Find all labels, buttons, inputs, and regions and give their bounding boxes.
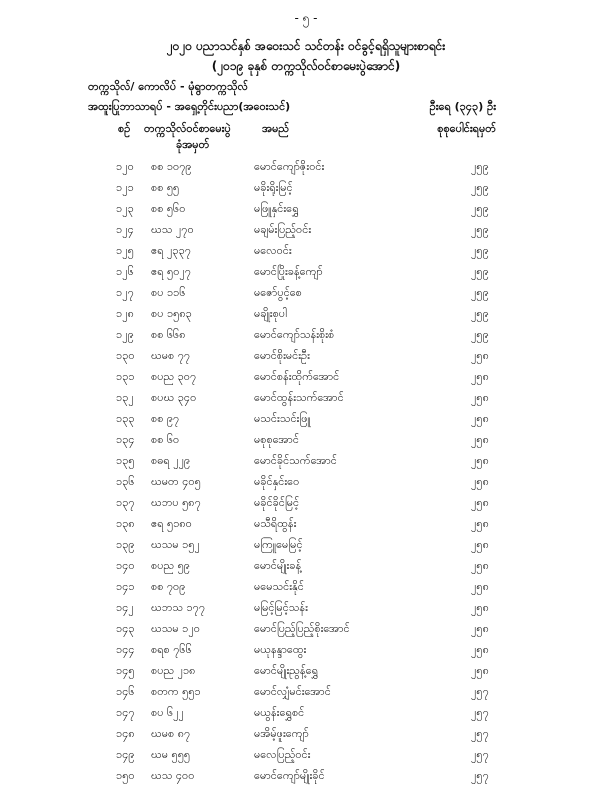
student-name: မချိုးစုပါ	[254, 307, 287, 320]
row-number: ၁၂၀	[116, 160, 134, 173]
table-row	[0, 221, 612, 242]
row-number: ၁၂၆	[116, 265, 134, 278]
student-name: မချမ်းပြည့်ဝင်း	[254, 223, 312, 236]
student-name: မဇော်ပွင့်စေ	[254, 286, 302, 299]
table-row	[0, 158, 612, 179]
table-row	[0, 179, 612, 200]
roll-number: ဧရ ၂၃၃၇	[151, 244, 191, 257]
total-score: ၂၅၈	[471, 433, 489, 446]
table-row	[0, 662, 612, 683]
row-number: ၁၄၀	[116, 559, 135, 572]
row-number: ၁၂၉	[116, 328, 134, 341]
headcount-label: ဦးရေ (၃၄၃) ဦး	[429, 100, 496, 113]
student-name: မောင်ပြည့်ပြည့်စိုးအောင်	[254, 622, 350, 635]
roll-number: စစ ၁၀၇၉	[151, 160, 192, 173]
total-score: ၂၅၉	[471, 181, 489, 194]
total-score: ၂၅၈	[471, 517, 489, 530]
table-row	[0, 347, 612, 368]
table-row	[0, 683, 612, 704]
roll-number: ဃဘပ ၅၈၇	[151, 496, 201, 509]
results-table	[0, 158, 612, 788]
row-number: ၁၄၆	[116, 685, 135, 698]
roll-number: စစ ၆၀	[151, 433, 180, 446]
table-row	[0, 389, 612, 410]
total-score: ၂၅၈	[471, 538, 489, 551]
roll-number: စပည ၃၀၇	[151, 370, 197, 383]
table-row	[0, 746, 612, 767]
student-name: မခိုင်ခိုင်မြင့်	[254, 496, 300, 509]
total-score: ၂၅၉	[471, 265, 489, 278]
row-number: ၁၃၇	[116, 496, 135, 509]
row-number: ၁၂၈	[116, 307, 134, 320]
table-row	[0, 704, 612, 725]
table-row	[0, 767, 612, 788]
roll-number: ဃမစ ၇၇	[151, 349, 191, 362]
student-name: မလေဝင်း	[254, 244, 292, 257]
table-row	[0, 200, 612, 221]
student-name: မယုနန္ဒာထွေး	[254, 643, 307, 656]
total-score: ၂၅၇	[471, 748, 489, 761]
student-name: မောင်ခိုင်သက်အောင်	[254, 454, 337, 467]
roll-number: ဃမစ ၈၇	[151, 727, 191, 740]
table-row	[0, 515, 612, 536]
student-name: မမြင့်မြင့်သန်း	[254, 601, 308, 614]
student-name: မောင်ကျော်သန်းစိုးစံ	[254, 328, 335, 341]
row-number: ၁၃၀	[116, 349, 135, 362]
row-number: ၁၂၃	[116, 202, 134, 215]
roll-number: ဃသမ ၁၅၂	[151, 538, 200, 551]
total-score: ၂၅၈	[471, 454, 489, 467]
student-name: မခိုင်နှင်းဝေ	[254, 475, 300, 488]
total-score: ၂၅၉	[471, 202, 489, 215]
column-header-no: စဉ်	[118, 122, 131, 135]
table-row	[0, 431, 612, 452]
roll-number: ဃသမ ၁၂၀	[151, 622, 200, 635]
student-name: မဖြူနှင်းရွှေ	[254, 202, 299, 215]
student-name: မကြူမေမြင့်	[254, 538, 303, 551]
table-row	[0, 452, 612, 473]
row-number: ၁၂၁	[116, 181, 134, 194]
row-number: ၁၄၂	[116, 601, 134, 614]
table-row	[0, 725, 612, 746]
roll-number: ဃသ ၄၀၀	[151, 769, 195, 782]
student-name: မောင်မျိုးညွန့်ရွှေ	[254, 664, 319, 677]
total-score: ၂၅၈	[471, 601, 489, 614]
table-row	[0, 368, 612, 389]
table-row	[0, 578, 612, 599]
row-number: ၁၄၅	[116, 664, 135, 677]
student-name: မောင်ပြိုးခန့်ကျော်	[254, 265, 323, 278]
total-score: ၂၅၉	[471, 244, 489, 257]
page-number: - ၅ -	[294, 11, 318, 25]
row-number: ၁၄၁	[116, 580, 135, 593]
student-name: မမေသင်းနိုင်	[254, 580, 304, 593]
total-score: ၂၅၈	[471, 412, 489, 425]
major-label: အထူးပြုဘာသာရပ် - အရှေ့တိုင်းပညာ(အဝေးသင်)	[88, 100, 291, 113]
student-name: မောင်စန်းထိုက်အောင်	[254, 370, 340, 383]
row-number: ၁၄၄	[116, 643, 135, 656]
column-header-name: အမည်	[262, 122, 290, 135]
student-name: မောင်မျိုးခန့်	[254, 559, 302, 572]
total-score: ၂၅၈	[471, 391, 489, 404]
roll-number: ဃမ ၅၅၅	[151, 748, 191, 761]
table-row	[0, 284, 612, 305]
table-row	[0, 473, 612, 494]
table-row	[0, 494, 612, 515]
row-number: ၁၄၇	[116, 706, 135, 719]
row-number: ၁၃၈	[116, 517, 135, 530]
total-score: ၂၅၉	[471, 328, 489, 341]
roll-number: ဃဘသ ၁၇၇	[151, 601, 206, 614]
table-row	[0, 326, 612, 347]
roll-number: စစ ၆၆၈	[151, 328, 186, 341]
roll-number: ဧရ ၅၁၈၀	[151, 517, 192, 530]
table-row	[0, 599, 612, 620]
row-number: ၁၃၂	[116, 391, 134, 404]
table-row	[0, 305, 612, 326]
roll-number: စစ ၅၅	[151, 181, 180, 194]
total-score: ၂၅၈	[471, 622, 489, 635]
column-header-roll-line2: ခုံအမှတ်	[176, 138, 210, 151]
student-name: မောင်လျှံမင်းအောင်	[254, 685, 331, 698]
table-row	[0, 536, 612, 557]
roll-number: ဃသ ၂၇၀	[151, 223, 194, 236]
column-header-roll: တက္ကသိုလ်ဝင်စာမေးပွဲ	[144, 122, 231, 135]
roll-number: စစ ၇၀၉	[151, 580, 186, 593]
student-name: မအိမ့်ဖူးကျော်	[254, 727, 309, 740]
roll-number: စရစ ၇၆၆	[151, 643, 192, 656]
row-number: ၁၂၄	[116, 223, 134, 236]
row-number: ၁၂၅	[116, 244, 134, 257]
roll-number: စပ ၁၁၆	[151, 286, 186, 299]
row-number: ၁၄၈	[116, 727, 135, 740]
roll-number: စစ ၅၆၀	[151, 202, 186, 215]
roll-number: စတက ၅၅၁	[151, 685, 201, 698]
student-name: မလေပြည့်ဝင်း	[254, 748, 311, 761]
roll-number: စပ ၁၅၈၃	[151, 307, 192, 320]
document-title: ၂၀၂၀ ပညာသင်နှစ် အဝေးသင် သင်တန်း ဝင်ခွင့်ရရှိသူများစာရင်း	[166, 39, 446, 53]
row-number: ၁၃၃	[116, 412, 135, 425]
total-score: ၂၅၈	[471, 559, 489, 572]
total-score: ၂၅၈	[471, 475, 489, 488]
table-row	[0, 242, 612, 263]
column-header-score: စုစုပေါင်းရမှတ်	[437, 122, 496, 135]
table-row	[0, 620, 612, 641]
roll-number: ဃမတ ၄၀၅	[151, 475, 201, 488]
row-number: ၁၃၉	[116, 538, 135, 551]
row-number: ၁၄၃	[116, 622, 135, 635]
total-score: ၂၅၈	[471, 580, 489, 593]
row-number: ၁၄၉	[116, 748, 135, 761]
roll-number: စပဃ ၃၄၀	[151, 391, 197, 404]
row-number: ၁၅၀	[116, 769, 135, 782]
total-score: ၂၅၇	[471, 685, 489, 698]
table-row	[0, 557, 612, 578]
student-name: မသင်းသင်းဖြူ	[254, 412, 311, 425]
total-score: ၂၅၈	[471, 496, 489, 509]
row-number: ၁၂၇	[116, 286, 134, 299]
total-score: ၂၅၈	[471, 643, 489, 656]
total-score: ၂၅၉	[471, 286, 489, 299]
total-score: ၂၅၉	[471, 223, 489, 236]
total-score: ၂၅၇	[471, 727, 489, 740]
student-name: မခိုးရိုးမြင့်	[254, 181, 293, 194]
student-name: မောင်ထွန်းသက်အောင်	[254, 391, 344, 404]
table-row	[0, 410, 612, 431]
roll-number: စပည ၅၉	[151, 559, 190, 572]
student-name: မောင်စိုးမင်းဦး	[254, 349, 310, 362]
table-row	[0, 263, 612, 284]
row-number: ၁၃၁	[116, 370, 135, 383]
total-score: ၂၅၈	[471, 349, 489, 362]
student-name: မောင်ကျော်ဇိုးဝင်း	[254, 160, 325, 173]
row-number: ၁၃၄	[116, 433, 135, 446]
student-name: မသီရိထွန်း	[254, 517, 297, 530]
roll-number: ဧရ ၅၀၂၇	[151, 265, 191, 278]
document-subtitle: (၂၀၁၉ ခုနှစ် တက္ကသိုလ်ဝင်စာမေးပွဲအောင်)	[211, 59, 401, 73]
table-row	[0, 641, 612, 662]
roll-number: စဓရ ၂၂၉	[151, 454, 191, 467]
student-name: မောင်ကျော်မျိုးခိုင်	[254, 769, 325, 782]
university-label: တက္ကသိုလ်/ ကောလိပ် - မုံရွာတက္ကသိုလ်	[88, 80, 248, 93]
row-number: ၁၃၆	[116, 475, 135, 488]
roll-number: စစ ၉၇	[151, 412, 180, 425]
student-name: မယွန်းရွှေစင်	[254, 706, 305, 719]
row-number: ၁၃၅	[116, 454, 135, 467]
total-score: ၂၅၈	[471, 664, 489, 677]
total-score: ၂၅၉	[471, 160, 489, 173]
total-score: ၂၅၉	[471, 307, 489, 320]
roll-number: စပည ၂၁၈	[151, 664, 196, 677]
total-score: ၂၅၇	[471, 769, 489, 782]
student-name: မစုစုအောင်	[254, 433, 299, 446]
roll-number: စပ ၆၂၂	[151, 706, 184, 719]
total-score: ၂၅၇	[471, 706, 489, 719]
total-score: ၂၅၈	[471, 370, 489, 383]
